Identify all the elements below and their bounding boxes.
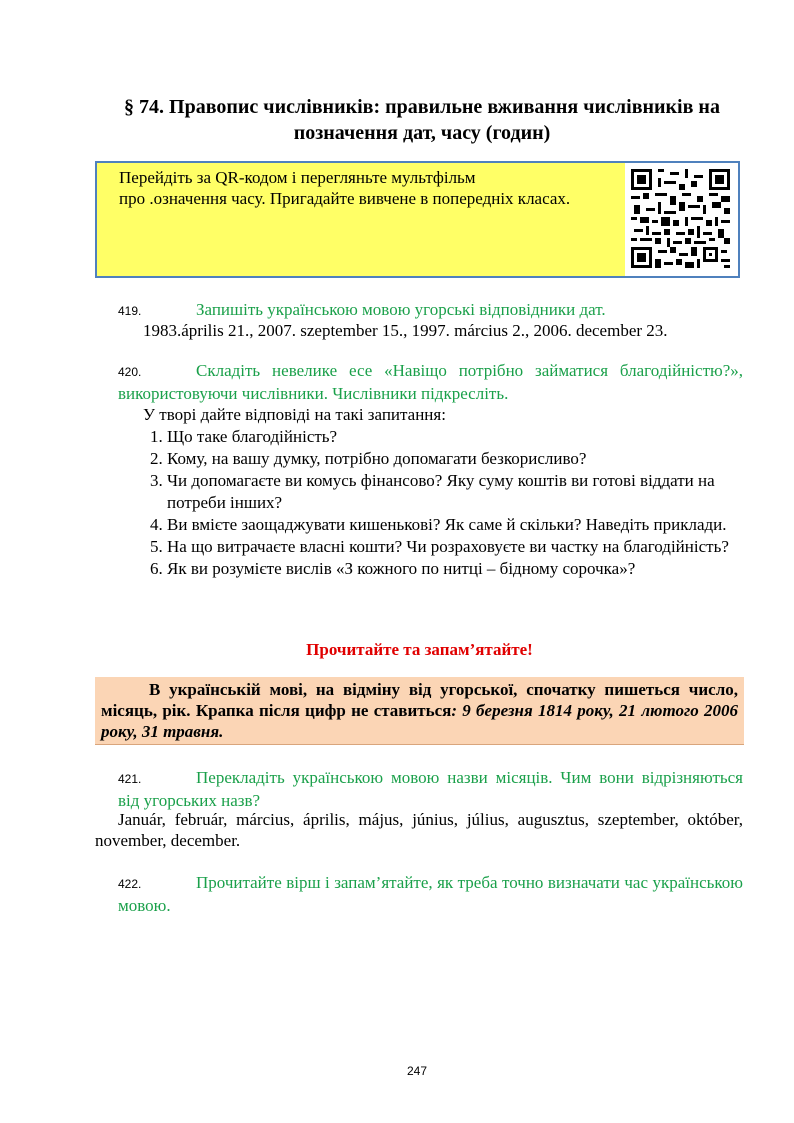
list-item: 3. Чи допомагаєте ви комусь фінансово? Яку суму коштів ви готові віддати на потреби інших? bbox=[167, 470, 767, 514]
qr-info-line2: про .означення часу. Пригадайте вивчене в попередніх класах. bbox=[119, 189, 571, 208]
list-item: 5. На що витрачаєте власні кошти? Чи розраховуєте ви частку на благодійність? bbox=[167, 536, 767, 558]
list-item: 1. Що таке благодійність? bbox=[167, 426, 767, 448]
exercise-number: 421. bbox=[118, 772, 142, 786]
read-remember-heading: Прочитайте та запам’ятайте! bbox=[306, 640, 533, 659]
exercise-number: 420. bbox=[118, 365, 142, 379]
qr-info-box bbox=[95, 161, 740, 278]
exercise-number: 419. bbox=[118, 304, 142, 318]
list-item: 4. Ви вмієте заощаджувати кишенькові? Як саме й скільки? Наведіть приклади. bbox=[167, 514, 767, 536]
exercise-419 bbox=[118, 299, 743, 322]
exercise-task: Перекладіть українською мовою назви місяців. Чим вони відрізняються від угорських назв? bbox=[118, 768, 743, 810]
qr-code-graphic bbox=[631, 169, 730, 268]
page-number: 247 bbox=[406, 1064, 428, 1078]
exercise-421 bbox=[118, 767, 743, 811]
exercise-422 bbox=[118, 872, 743, 916]
exercise-number: 422. bbox=[118, 877, 142, 891]
rule-box bbox=[95, 677, 744, 745]
question-list bbox=[143, 426, 767, 580]
qr-info-line1: Перейдіть за QR-кодом і перегляньте мультфільм bbox=[119, 168, 476, 187]
exercise-421-content: Január, február, március, április, május, június, július, augusztus, szeptember, október, november, december. bbox=[95, 810, 743, 850]
exercise-419-content: 1983.április 21., 2007. szeptember 15., 1997. március 2., 2006. december 23. bbox=[143, 321, 668, 340]
page-title: § 74. Правопис числівників: правильне вживання числівників на позначення дат, часу (годин) bbox=[124, 96, 720, 144]
exercise-task: Прочитайте вірш і запам’ятайте, як треба точно визначати час українською мовою. bbox=[118, 873, 743, 915]
rule-text bbox=[101, 679, 738, 742]
rule-examples: : 9 березня 1814 року, 21 лютого 2006 року, 31 травня. bbox=[101, 701, 738, 741]
list-item: 6. Як ви розумієте вислів «З кожного по нитці – бідному сорочка»? bbox=[167, 558, 767, 580]
qr-code-icon[interactable] bbox=[625, 163, 738, 276]
exercise-420-intro: У творі дайте відповіді на такі запитання: bbox=[143, 405, 446, 424]
exercise-420 bbox=[118, 360, 743, 404]
exercise-task: Запишіть українською мовою угорські відповідники дат. bbox=[196, 300, 606, 319]
qr-info-text bbox=[119, 167, 615, 209]
rule-statement: В українській мові, на відміну від угорської, спочатку пишеться число, місяць, рік. Крапка після цифр не ставиться bbox=[101, 680, 738, 720]
list-item: 2. Кому, на вашу думку, потрібно допомагати безкорисливо? bbox=[167, 448, 767, 470]
exercise-task: Складіть невелике есе «Навіщо потрібно займатися благодійністю?», використовуючи числівники. Числівники підкресліть. bbox=[118, 361, 743, 403]
